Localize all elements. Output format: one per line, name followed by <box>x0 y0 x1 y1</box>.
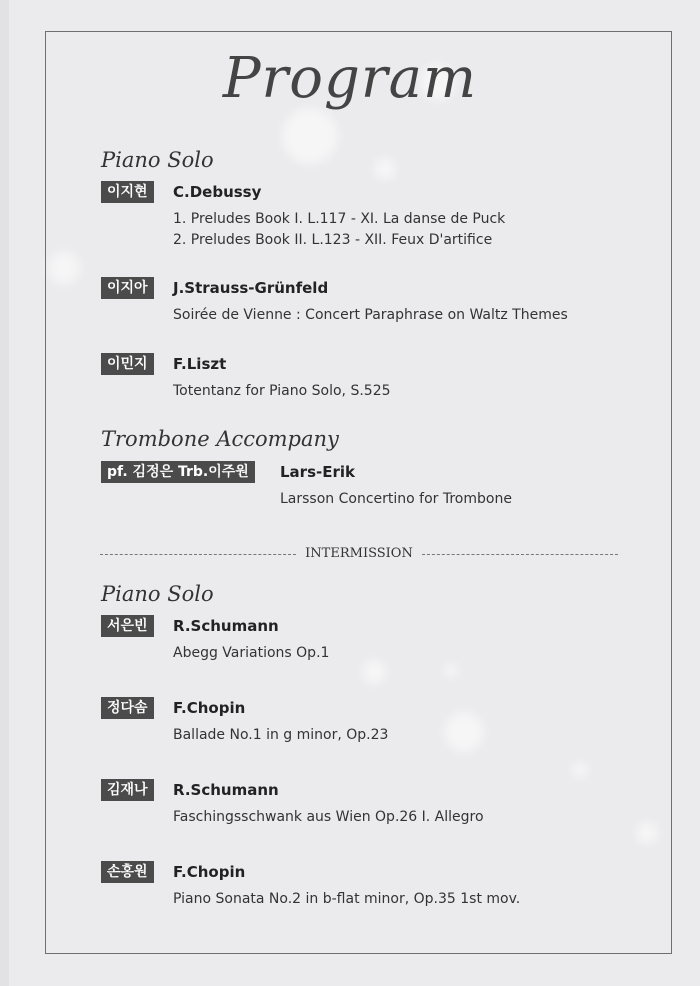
composer-name: C.Debussy <box>173 183 262 201</box>
work-title: Faschingsschwank aus Wien Op.26 I. Allegro <box>173 809 484 825</box>
composer-name: F.Chopin <box>173 863 246 881</box>
section-heading-piano-solo: Piano Solo <box>101 148 214 172</box>
performer-badge: 이지아 <box>101 277 154 299</box>
performer-badge: pf. 김정은 Trb.이주원 <box>101 461 255 483</box>
performer-badge: 이지현 <box>101 181 154 203</box>
work-title: Abegg Variations Op.1 <box>173 645 330 661</box>
program-title: Program <box>222 46 478 111</box>
work-title: 2. Preludes Book II. L.123 - XII. Feux D'artifice <box>173 232 493 248</box>
work-title: Ballade No.1 in g minor, Op.23 <box>173 727 389 743</box>
work-title: Totentanz for Piano Solo, S.525 <box>173 383 391 399</box>
work-title: 1. Preludes Book I. L.117 - XI. La danse de Puck <box>173 211 506 227</box>
performer-badge: 이민지 <box>101 353 154 375</box>
dashed-rule-right <box>422 554 618 555</box>
work-title: Larsson Concertino for Trombone <box>280 491 512 507</box>
work-title: Piano Sonata No.2 in b-flat minor, Op.35 1st mov. <box>173 891 521 907</box>
performer-badge: 손홍원 <box>101 861 154 883</box>
work-title: Soirée de Vienne : Concert Paraphrase on Waltz Themes <box>173 307 568 323</box>
performer-badge: 정다솜 <box>101 697 154 719</box>
composer-name: Lars-Erik <box>280 463 355 481</box>
intermission-label: INTERMISSION <box>305 546 413 561</box>
performer-badge: 서은빈 <box>101 615 154 637</box>
performer-badge: 김재나 <box>101 779 154 801</box>
composer-name: J.Strauss-Grünfeld <box>173 279 329 297</box>
composer-name: F.Liszt <box>173 355 227 373</box>
intermission-divider <box>100 545 618 565</box>
composer-name: R.Schumann <box>173 617 279 635</box>
composer-name: R.Schumann <box>173 781 279 799</box>
composer-name: F.Chopin <box>173 699 246 717</box>
section-heading-piano-solo: Piano Solo <box>101 582 214 606</box>
section-heading-trombone-accompany: Trombone Accompany <box>101 427 339 451</box>
